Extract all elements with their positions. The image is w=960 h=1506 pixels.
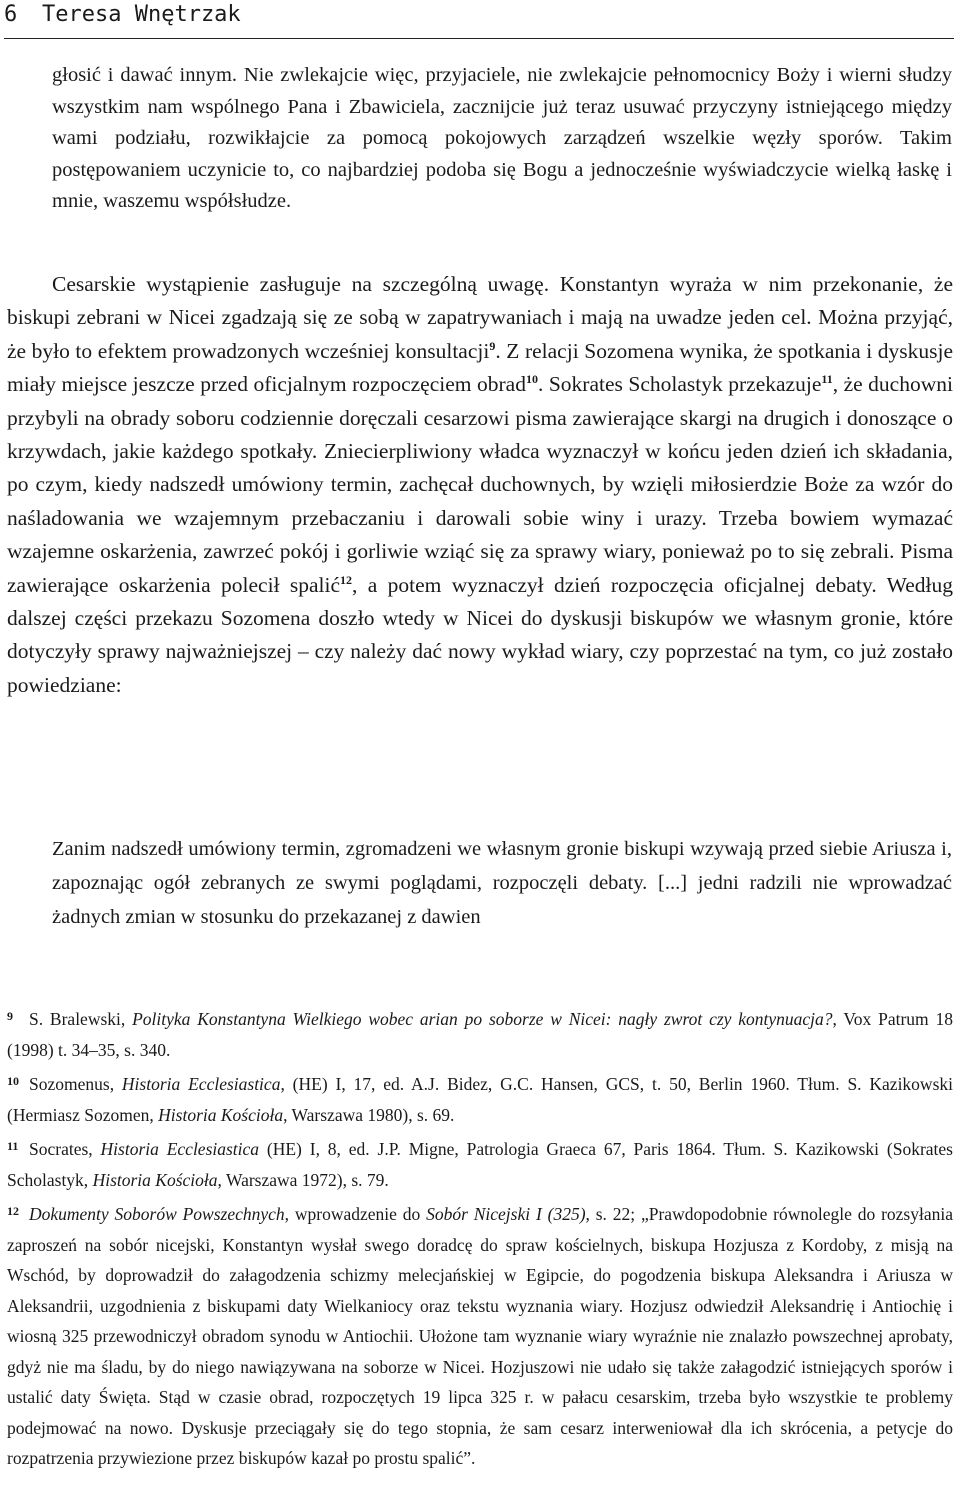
footnote-text: , Warszawa 1980), s. 69. [283, 1104, 455, 1125]
footnote-title: Polityka Konstantyna Wielkiego wobec arian po soborze w Nicei: nagły zwrot czy kontynuacja? [132, 1009, 833, 1029]
footnote-11 [7, 1131, 953, 1195]
footnote-title: Historia Ecclesiastica [121, 1074, 281, 1094]
footnote-mark: 10 [7, 1074, 19, 1088]
footnote-ref-11[interactable]: 11 [821, 372, 833, 387]
running-title: Teresa Wnętrzak [42, 2, 241, 27]
footnote-title: Dokumenty Soborów Powszechnych [29, 1204, 285, 1224]
block-quote: Zanim nadszedł umówiony termin, zgromadzeni we własnym gronie biskupi wzywają przed siebie Ariusza i, zapoznając ogół zebranych ze swymi poglądami, rozpoczęli debaty. [...] jedni radzili nie wprowadzać żadnych zmian w stosunku do przekazanej z dawien [52, 838, 952, 928]
body-text-2: . Z relacji Sozomena wynika, że spotkania i dyskusje miały miejsce jeszcze przed oficjalnym rozpoczęciem obrad [7, 338, 953, 397]
running-header [4, 0, 954, 39]
footnote-title: Historia Ecclesiastica [100, 1139, 260, 1159]
footnote-title: Historia Kościoła [158, 1104, 284, 1125]
footnote-mark: 11 [7, 1139, 19, 1153]
footnote-text: (HE) I, 8, ed. J.P. Migne, Patrologia Graeca 67, Paris 1864. Tłum. S. Kazikowski (Sokrates Scholastyk, [7, 1139, 953, 1190]
footnote-text: , (HE) I, 17, ed. A.J. Bidez, G.C. Hansen, GCS, t. 50, Berlin 1960. Tłum. S. Kazikowski (Hermiasz Sozomen, [7, 1074, 953, 1125]
body-paragraph [7, 268, 953, 702]
footnote-text: , s. 22; „Prawdopodobnie równolegle do rozsyłania zaproszeń na sobór nicejski, Konstantyn wysłał swego doradcę do spraw kościelnych, biskupa Hozjusza z Kordoby, z misją na Wschód, by doprowadził do załagodzenia schizmy melecjańskiej w Egipcie, do pogodzenia biskupa Aleksandra i Ariusza w Aleksandrii, uzgodnienia z biskupami daty Wielkaniocy oraz tekstu wyznania wiary. Hozjusz odwiedził Aleksandrię i Antiochię i wiosną 325 przewodniczył obradom synodu w Antiochii. Ułożone tam wyznanie wiary wyraźnie nie znalazło powszechnej aprobaty, gdyż nie ma śladu, by do niego nawiązywana na soborze w Nicei. Hozjuszowi nie udało się także załagodzić istniejących sporów i ustalić daty Święta. Stąd w czasie obrad, rozpoczętych 19 lipca 325 r. w pałacu cesarskim, trzeba było wszystkie te problemy podejmować na nowo. Dyskusje przeciągały się do tego stopnia, że sam cesarz interweniował dla ich skrócenia, a petycje do rozpatrzenia przywiezione przez biskupów kazał po prostu spalić”. [7, 1204, 953, 1468]
footnote-text: , Vox Patrum 18 (1998) t. 34–35, s. 340. [7, 1009, 953, 1060]
footnote-text: S. Bralewski, [29, 1009, 133, 1029]
footnote-mark: 9 [7, 1009, 13, 1023]
footnote-ref-10[interactable]: 10 [525, 372, 538, 387]
body-text-3: . Sokrates Scholastyk przekazuje [537, 372, 822, 397]
footnote-12 [7, 1196, 953, 1474]
page-number: 6 [4, 2, 18, 27]
footnote-ref-9[interactable]: 9 [489, 338, 496, 353]
footnote-10 [7, 1066, 953, 1130]
body-text-4: , że duchowni przybyli na obrady soboru codziennie doręczali cesarzowi pisma zawierające skargi na drugich i donoszące o krzywdach, jakie każdego spotkały. Zniecierpliwiony władca wyznaczył w końcu jeden dzień ich składania, po czym, kiedy nadszedł umówiony termin, zachęcał duchownych, by wzięli miłosierdzie Boże za wzór do naśladowania we wzajemnym przebaczaniu i darowali sobie winy i urazy. Trzeba bowiem wymazać wzajemne oskarżenia, zawrzeć pokój i gorliwie wziąć się za sprawy wiary, ponieważ po to się zebrali. Pisma zawierające oskarżenia polecił spalić [7, 372, 953, 597]
footnote-title: Sobór Nicejski I (325) [426, 1204, 586, 1224]
footnote-text: Socrates, [29, 1139, 101, 1159]
footnote-mark: 12 [7, 1204, 19, 1218]
footnote-ref-12[interactable]: 12 [340, 572, 353, 587]
quote-continuation-paragraph: głosić i dawać innym. Nie zwlekajcie więc, przyjaciele, nie zwlekajcie pełnomocnicy Boży i wierni słudzy wszystkim nam wspólnego Pana i Zbawiciela, zacznijcie już teraz usuwać przyczyny istniejącego między wami podziału, rozwikłajcie za pomocą pokojowych zarządzeń wszelkie węzły sporów. Takim postępowaniem uczynicie to, co najbardziej podoba się Bogu a jednocześnie wyświadczycie wielką łaskę i mnie, waszemu współsłudze. [52, 64, 952, 212]
footnote-text: Sozomenus, [29, 1074, 122, 1094]
body-text-1: Cesarskie wystąpienie zasługuje na szczególną uwagę. Konstantyn wyraża w nim przekonanie, że biskupi zebrani w Nicei zgadzają się ze sobą w zapatrywaniach i mają na uwadze jeden cel. Można przyjąć, że było to efektem prowadzonych wcześniej konsultacji [7, 272, 953, 363]
footnote-text: , Warszawa 1972), s. 79. [217, 1169, 389, 1190]
footnote-9 [7, 1001, 953, 1065]
body-text-5: , a potem wyznaczył dzień rozpoczęcia oficjalnej debaty. Według dalszej części przekazu Sozomena doszło wtedy w Nicei do dyskusji biskupów we własnym gronie, które dotyczyły sprawy najważniejszej – czy należy dać nowy wykład wiary, czy poprzestać na tym, co już zostało powiedziane: [7, 572, 953, 697]
footnote-title: Historia Kościoła [92, 1169, 218, 1190]
footnote-text: , wprowadzenie do [284, 1204, 427, 1224]
